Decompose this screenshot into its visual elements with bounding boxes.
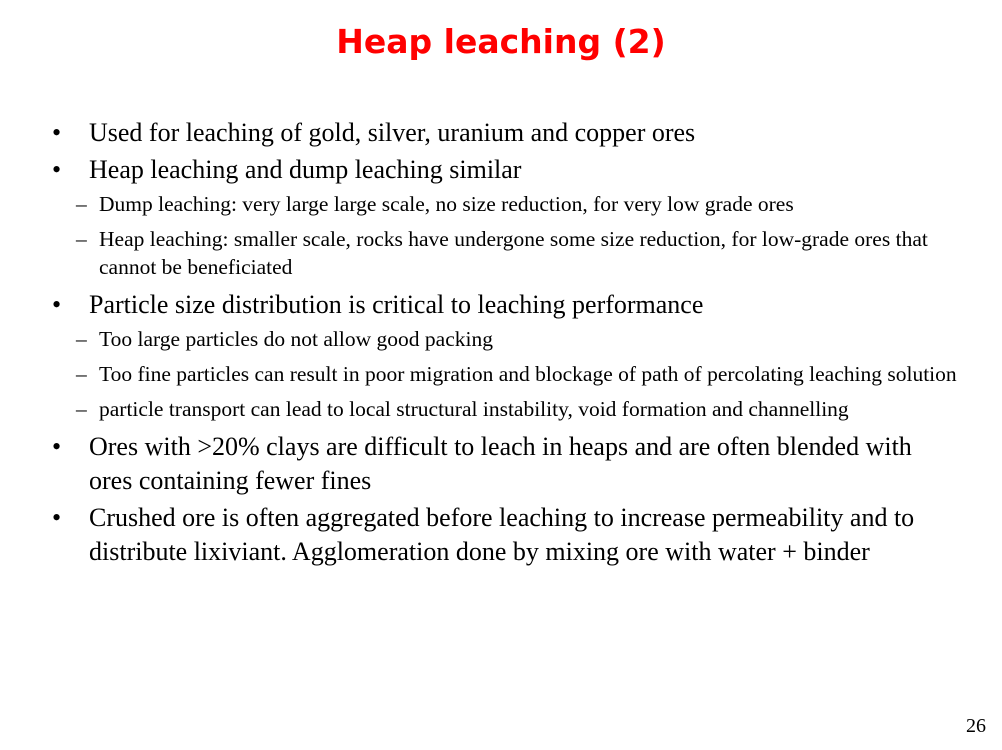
bullet-item (52, 153, 957, 187)
bullet-text: Heap leaching and dump leaching similar (89, 155, 522, 184)
dash-marker: – (76, 192, 87, 216)
bullet-item (52, 116, 957, 150)
bullet-marker: • (52, 290, 62, 319)
sub-list (52, 190, 957, 281)
sub-item (15, 225, 957, 281)
bullet-marker: • (52, 118, 62, 147)
bullet-marker: • (52, 432, 62, 461)
sub-text: Heap leaching: smaller scale, rocks have undergone some size reduction, for low-grade ores that cannot be beneficiated (99, 227, 928, 279)
sub-text: Too large particles do not allow good packing (99, 327, 493, 351)
sub-item (15, 190, 957, 218)
bullet-marker: • (52, 503, 62, 532)
dash-marker: – (76, 362, 87, 386)
bullet-item (52, 501, 957, 569)
sub-item (15, 360, 957, 388)
dash-marker: – (76, 227, 87, 251)
sub-text: Too fine particles can result in poor migration and blockage of path of percolating leaching solution (99, 362, 957, 386)
bullet-text: Used for leaching of gold, silver, uranium and copper ores (89, 118, 696, 147)
sub-list (52, 325, 957, 423)
sub-item (15, 395, 957, 423)
slide-number: 26 (966, 715, 986, 737)
sub-text: Dump leaching: very large large scale, no size reduction, for very low grade ores (99, 192, 794, 216)
sub-item (15, 325, 957, 353)
bullet-list (52, 116, 957, 572)
dash-marker: – (76, 397, 87, 421)
bullet-marker: • (52, 155, 62, 184)
bullet-text: Particle size distribution is critical to leaching performance (89, 290, 704, 319)
bullet-item (52, 288, 957, 322)
bullet-text: Ores with >20% clays are difficult to leach in heaps and are often blended with ores containing fewer fines (89, 432, 912, 495)
dash-marker: – (76, 327, 87, 351)
slide-title: Heap leaching (2) (336, 22, 666, 61)
bullet-text: Crushed ore is often aggregated before leaching to increase permeability and to distribute lixiviant. Agglomeration done by mixing ore with water + binder (89, 503, 915, 566)
bullet-item (52, 430, 957, 498)
sub-text: particle transport can lead to local structural instability, void formation and channelling (99, 397, 849, 421)
